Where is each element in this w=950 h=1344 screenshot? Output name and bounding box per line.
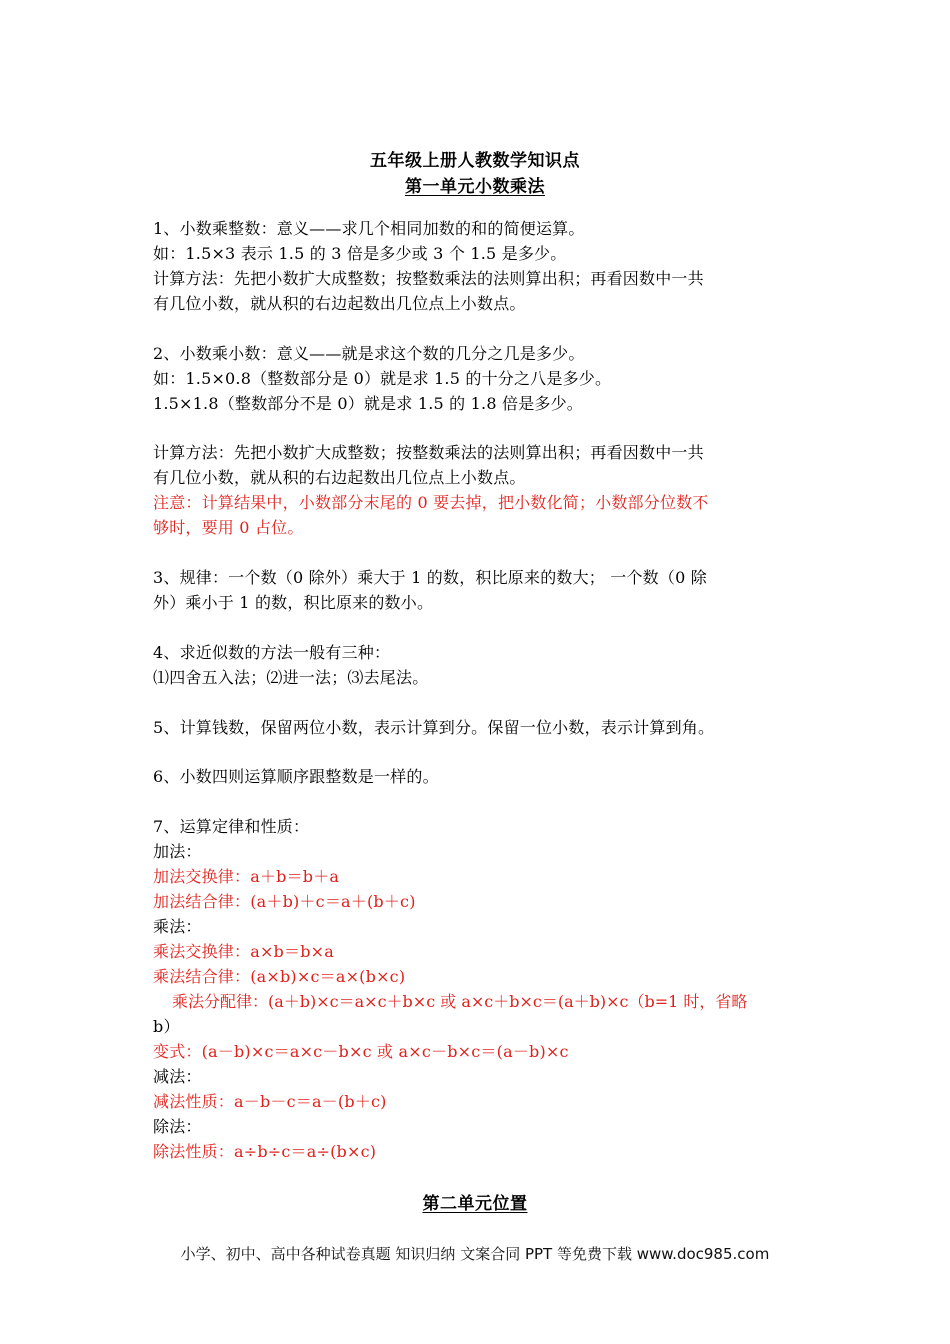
unit1-heading — [0, 172, 950, 197]
multiplication-label: 乘法： — [153, 917, 202, 936]
p3-line1: 3、规律：一个数（0 除外）乘大于 1 的数，积比原来的数大； 一个数（0 除 — [153, 568, 707, 587]
p4-line1: 4、求近似数的方法一般有三种： — [153, 643, 391, 662]
unit2-heading-text: 第二单元位置 — [422, 1194, 528, 1214]
multiplication-distributive-line2: b） — [153, 1017, 180, 1036]
addition-label: 加法： — [153, 842, 202, 861]
p1-line3: 计算方法：先把小数扩大成整数；按整数乘法的法则算出积；再看因数中一共 — [153, 269, 704, 288]
distributive-variant: 变式：(a－b)×c＝a×c－b×c 或 a×c－b×c＝(a－b)×c — [153, 1042, 569, 1061]
p1-line2: 如：1.5×3 表示 1.5 的 3 倍是多少或 3 个 1.5 是多少。 — [153, 244, 567, 263]
subtraction-label: 减法： — [153, 1067, 202, 1086]
p4-line2: ⑴四舍五入法；⑵进一法；⑶去尾法。 — [153, 668, 429, 687]
document-title: 五年级上册人教数学知识点 — [370, 151, 580, 171]
division-property: 除法性质：a÷b÷c＝a÷(b×c) — [153, 1142, 377, 1161]
p2-line5: 有几位小数，就从积的右边起数出几位点上小数点。 — [153, 468, 526, 487]
subtraction-property: 减法性质：a－b－c＝a－(b＋c) — [153, 1092, 387, 1111]
unit1-heading-text: 第一单元小数乘法 — [405, 177, 545, 197]
p3-line2: 外）乘小于 1 的数，积比原来的数小。 — [153, 593, 434, 612]
page-footer: 小学、初中、高中各种试卷真题 知识归纳 文案合同 PPT 等免费下载 www.doc985.com — [180, 1245, 770, 1263]
division-label: 除法： — [153, 1117, 202, 1136]
p2-note-line1: 注意：计算结果中，小数部分末尾的 0 要去掉，把小数化简；小数部分位数不 — [153, 493, 709, 512]
multiplication-distributive-line1: 乘法分配律：(a＋b)×c＝a×c＋b×c 或 a×c＋b×c＝(a＋b)×c（b=1 时，省略 — [172, 992, 748, 1011]
addition-commutative: 加法交换律：a＋b＝b＋a — [153, 867, 340, 886]
p2-line1: 2、小数乘小数：意义——就是求这个数的几分之几是多少。 — [153, 344, 585, 363]
p1-line4: 有几位小数，就从积的右边起数出几位点上小数点。 — [153, 294, 526, 313]
p2-line2: 如：1.5×0.8（整数部分是 0）就是求 1.5 的十分之八是多少。 — [153, 369, 612, 388]
multiplication-commutative: 乘法交换律：a×b＝b×a — [153, 942, 334, 961]
p2-note-line2: 够时，要用 0 占位。 — [153, 518, 304, 537]
p2-line4: 计算方法：先把小数扩大成整数；按整数乘法的法则算出积；再看因数中一共 — [153, 443, 704, 462]
p7-heading: 7、运算定律和性质： — [153, 817, 310, 836]
multiplication-associative: 乘法结合律：(a×b)×c＝a×(b×c) — [153, 967, 406, 986]
addition-associative: 加法结合律：(a＋b)＋c＝a＋(b＋c) — [153, 892, 416, 911]
p6-line: 6、小数四则运算顺序跟整数是一样的。 — [153, 767, 439, 786]
p1-line1: 1、小数乘整数：意义——求几个相同加数的和的简便运算。 — [153, 219, 585, 238]
p5-line: 5、计算钱数，保留两位小数，表示计算到分。保留一位小数，表示计算到角。 — [153, 718, 715, 737]
p2-line3: 1.5×1.8（整数部分不是 0）就是求 1.5 的 1.8 倍是多少。 — [153, 394, 583, 413]
unit2-heading — [0, 1189, 950, 1214]
